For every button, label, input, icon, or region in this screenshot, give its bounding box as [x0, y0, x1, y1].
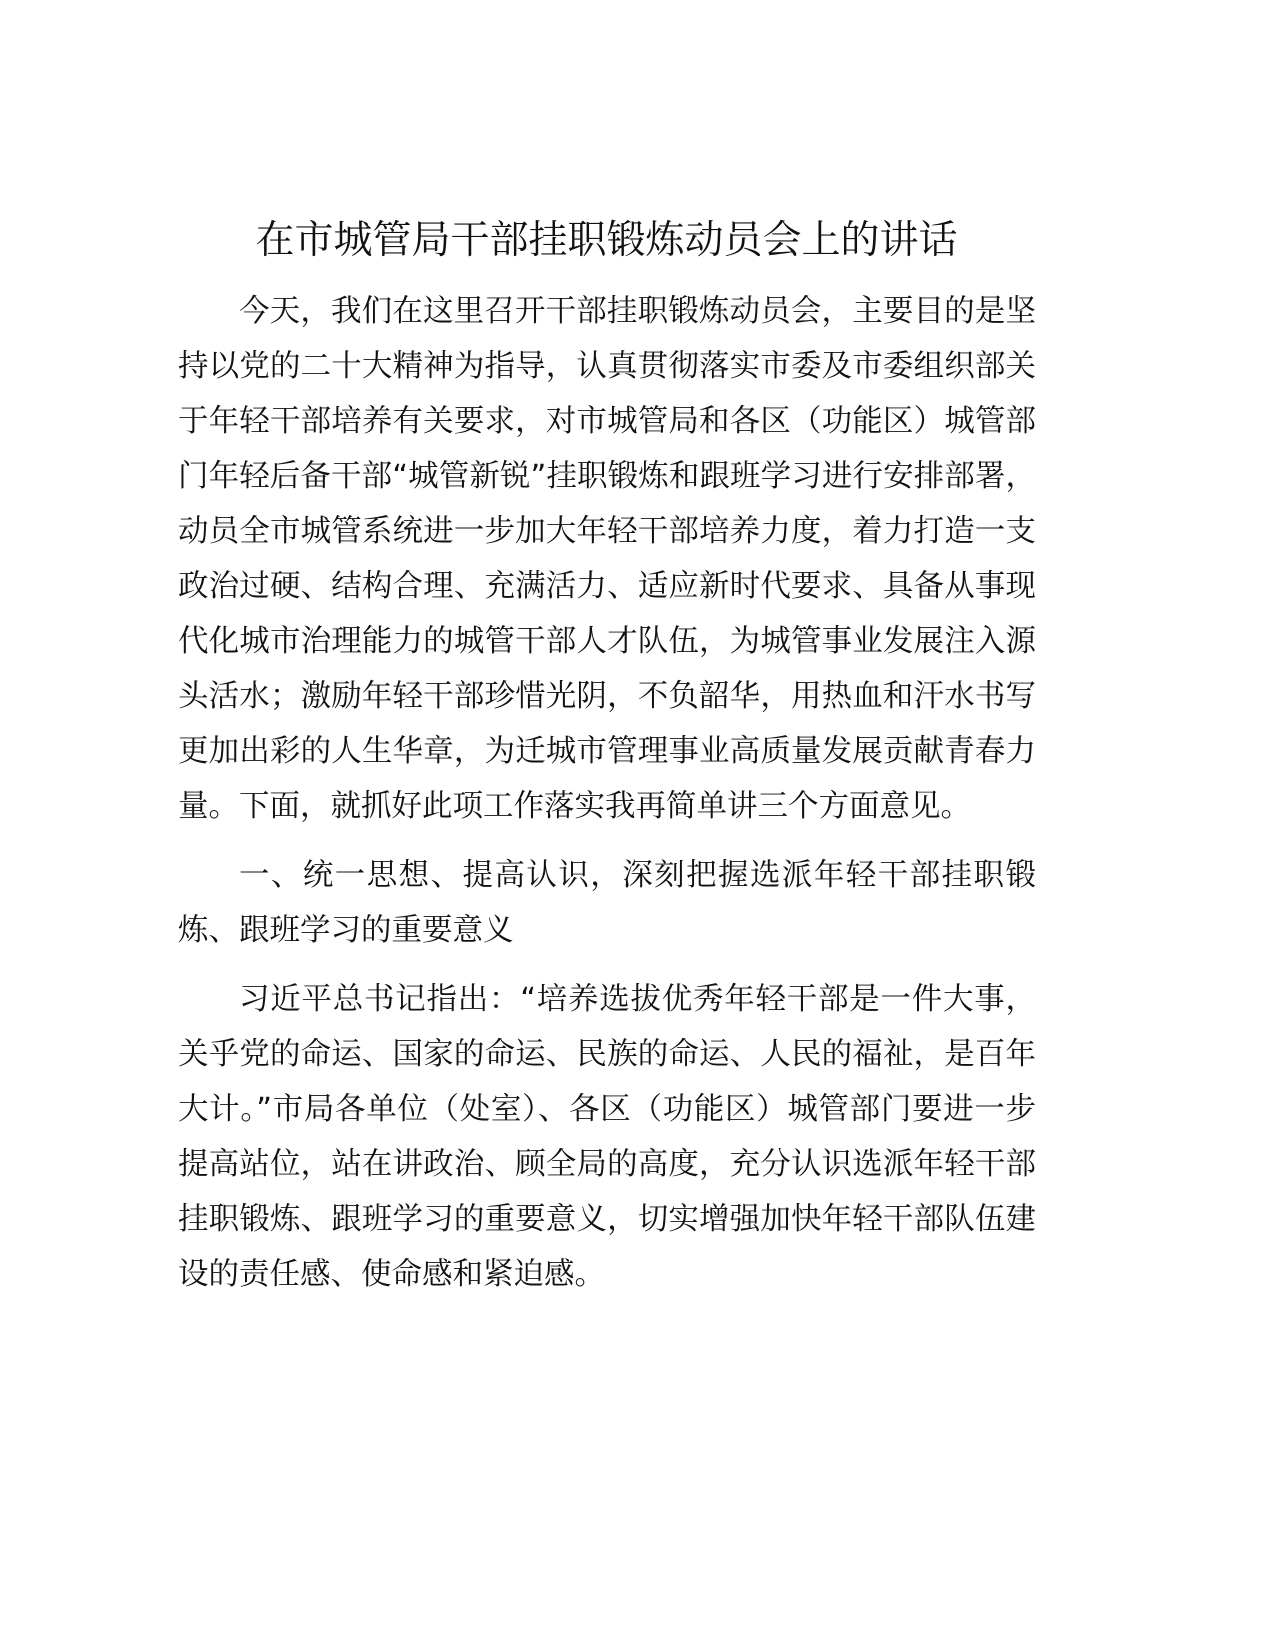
paragraph-introduction: 今天，我们在这里召开干部挂职锻炼动员会，主要目的是坚持以党的二十大精神为指导，认真贯彻落实市委及市委组织部关于年轻干部培养有关要求，对市城管局和各区（功能区）城管部门年轻后备干部“城管新锐”挂职锻炼和跟班学习进行安排部署，动员全市城管系统进一步加大年轻干部培养力度，着力打造一支政治过硬、结构合理、充满活力、适应新时代要求、具备从事现代化城市治理能力的城管干部人才队伍，为城管事业发展注入源头活水；激励年轻干部珍惜光阴，不负韶华，用热血和汗水书写更加出彩的人生华章，为迁城市管理事业高质量发展贡献青春力量。下面，就抓好此项工作落实我再简单讲三个方面意见。: [178, 294, 1036, 824]
document-body: [178, 284, 1036, 1302]
paragraph-section-1-body: 习近平总书记指出：“培养选拔优秀年轻干部是一件大事，关乎党的命运、国家的命运、民族的命运、人民的福祉，是百年大计。”市局各单位（处室）、各区（功能区）城管部门要进一步提高站位，站在讲政治、顾全局的高度，充分认识选派年轻干部挂职锻炼、跟班学习的重要意义，切实增强加快年轻干部队伍建设的责任感、使命感和紧迫感。: [178, 982, 1036, 1292]
section-heading-1: 一、统一思想、提高认识，深刻把握选派年轻干部挂职锻炼、跟班学习的重要意义: [178, 858, 1036, 948]
document-title: 在市城管局干部挂职锻炼动员会上的讲话: [255, 218, 958, 263]
